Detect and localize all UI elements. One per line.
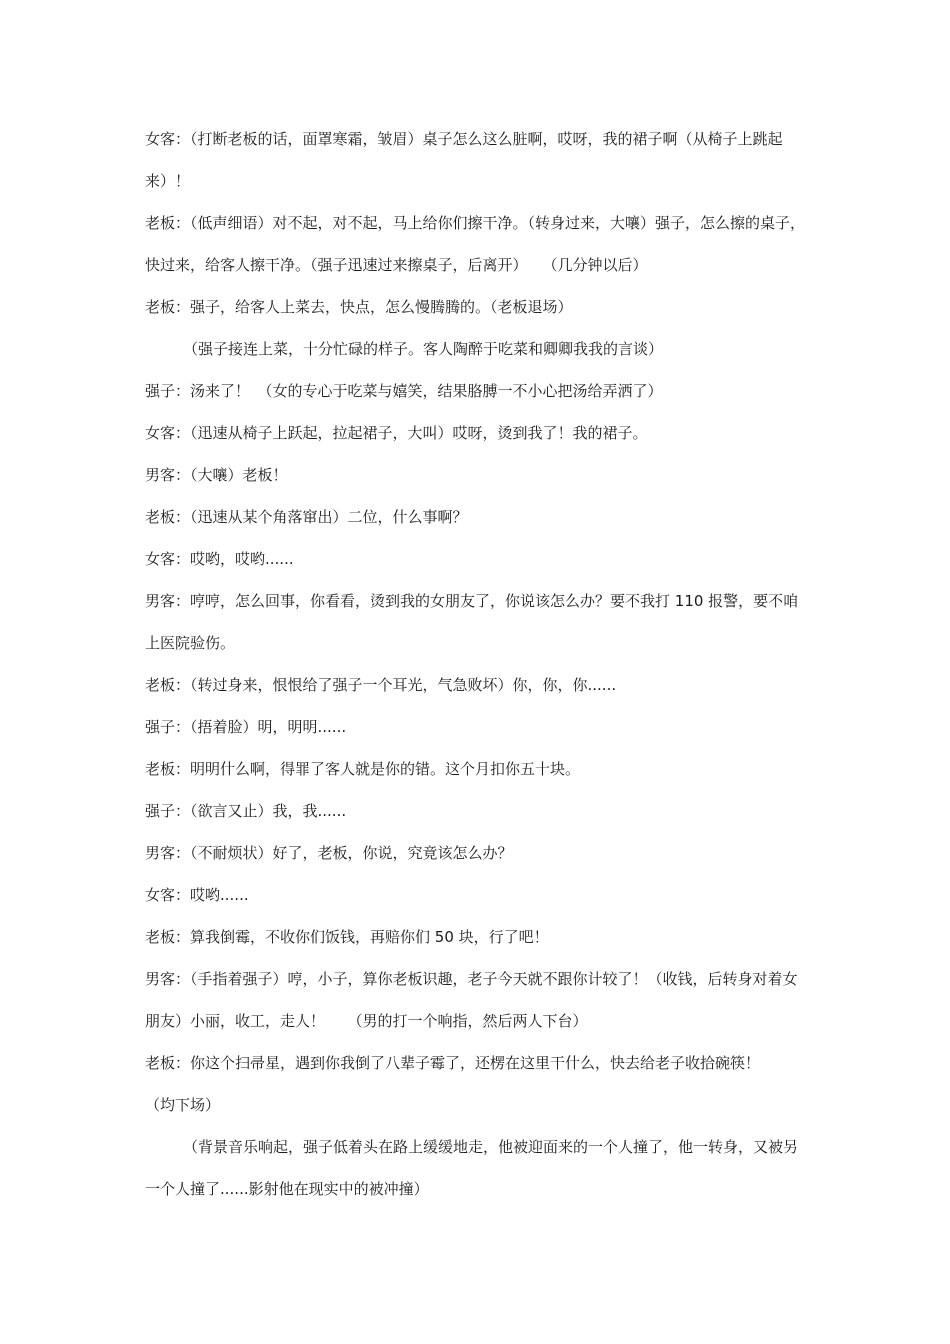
dialogue-line: 老板：算我倒霉，不收你们饭钱，再赔你们 50 块，行了吧！: [145, 928, 549, 946]
dialogue-line: 强子：（捂着脸）明，明明......: [145, 718, 347, 736]
stage-direction: （背景音乐响起，强子低着头在路上缓缓地走，他被迎面来的一个人撞了，他一转身，又被另一个人撞了......影射他在现实中的被冲撞）: [145, 1138, 799, 1198]
dialogue-line: 强子：（欲言又止）我，我......: [145, 802, 347, 820]
dialogue-line: 老板：（低声细语）对不起，对不起，马上给你们擦干净。（转身过来，大嚷）强子，怎么擦的桌子，快过来，给客人擦干净。（强子迅速过来擦桌子，后离开） （几分钟以后）: [145, 214, 806, 274]
dialogue-line: 男客：哼哼，怎么回事，你看看，烫到我的女朋友了，你说该怎么办？要不我打 110 报警，要不咱上医院验伤。: [145, 592, 799, 652]
script-body: [145, 118, 810, 1210]
stage-direction: （强子接连上菜，十分忙碌的样子。客人陶醉于吃菜和卿卿我我的言谈）: [183, 340, 664, 358]
dialogue-line: 女客：（打断老板的话，面罩寒霜，皱眉）桌子怎么这么脏啊，哎呀，我的裙子啊（从椅子上跳起来）！: [145, 130, 783, 190]
dialogue-line: 女客：哎哟......: [145, 886, 249, 904]
dialogue-line: 女客：（迅速从椅子上跃起，拉起裙子，大叫）哎呀，烫到我了！我的裙子。: [145, 424, 648, 442]
dialogue-line: 男客：（大嚷）老板！: [145, 466, 288, 484]
dialogue-line: 强子：汤来了！ （女的专心于吃菜与嬉笑，结果胳膊一不小心把汤给弄洒了）: [145, 382, 663, 400]
dialogue-line: 男客：（手指着强子）哼，小子，算你老板识趣，老子今天就不跟你计较了！（收钱，后转身对着女朋友）小丽，收工，走人！ （男的打一个响指，然后两人下台）: [145, 970, 798, 1030]
dialogue-line: 老板：（迅速从某个角落窜出）二位，什么事啊？: [145, 508, 468, 526]
dialogue-line: 老板：明明什么啊，得罪了客人就是你的错。这个月扣你五十块。: [145, 760, 581, 778]
dialogue-line: 老板：（转过身来，恨恨给了强子一个耳光，气急败坏）你，你，你......: [145, 676, 617, 694]
dialogue-line: 女客：哎哟，哎哟......: [145, 550, 294, 568]
dialogue-line: 老板：强子，给客人上菜去，快点，怎么慢腾腾的。（老板退场）: [145, 298, 573, 316]
dialogue-line: 男客：（不耐烦状）好了，老板，你说，究竟该怎么办？: [145, 844, 513, 862]
dialogue-line: 老板：你这个扫帚星，遇到你我倒了八辈子霉了，还楞在这里干什么，快去给老子收拾碗筷！ （均下场）: [145, 1054, 791, 1114]
